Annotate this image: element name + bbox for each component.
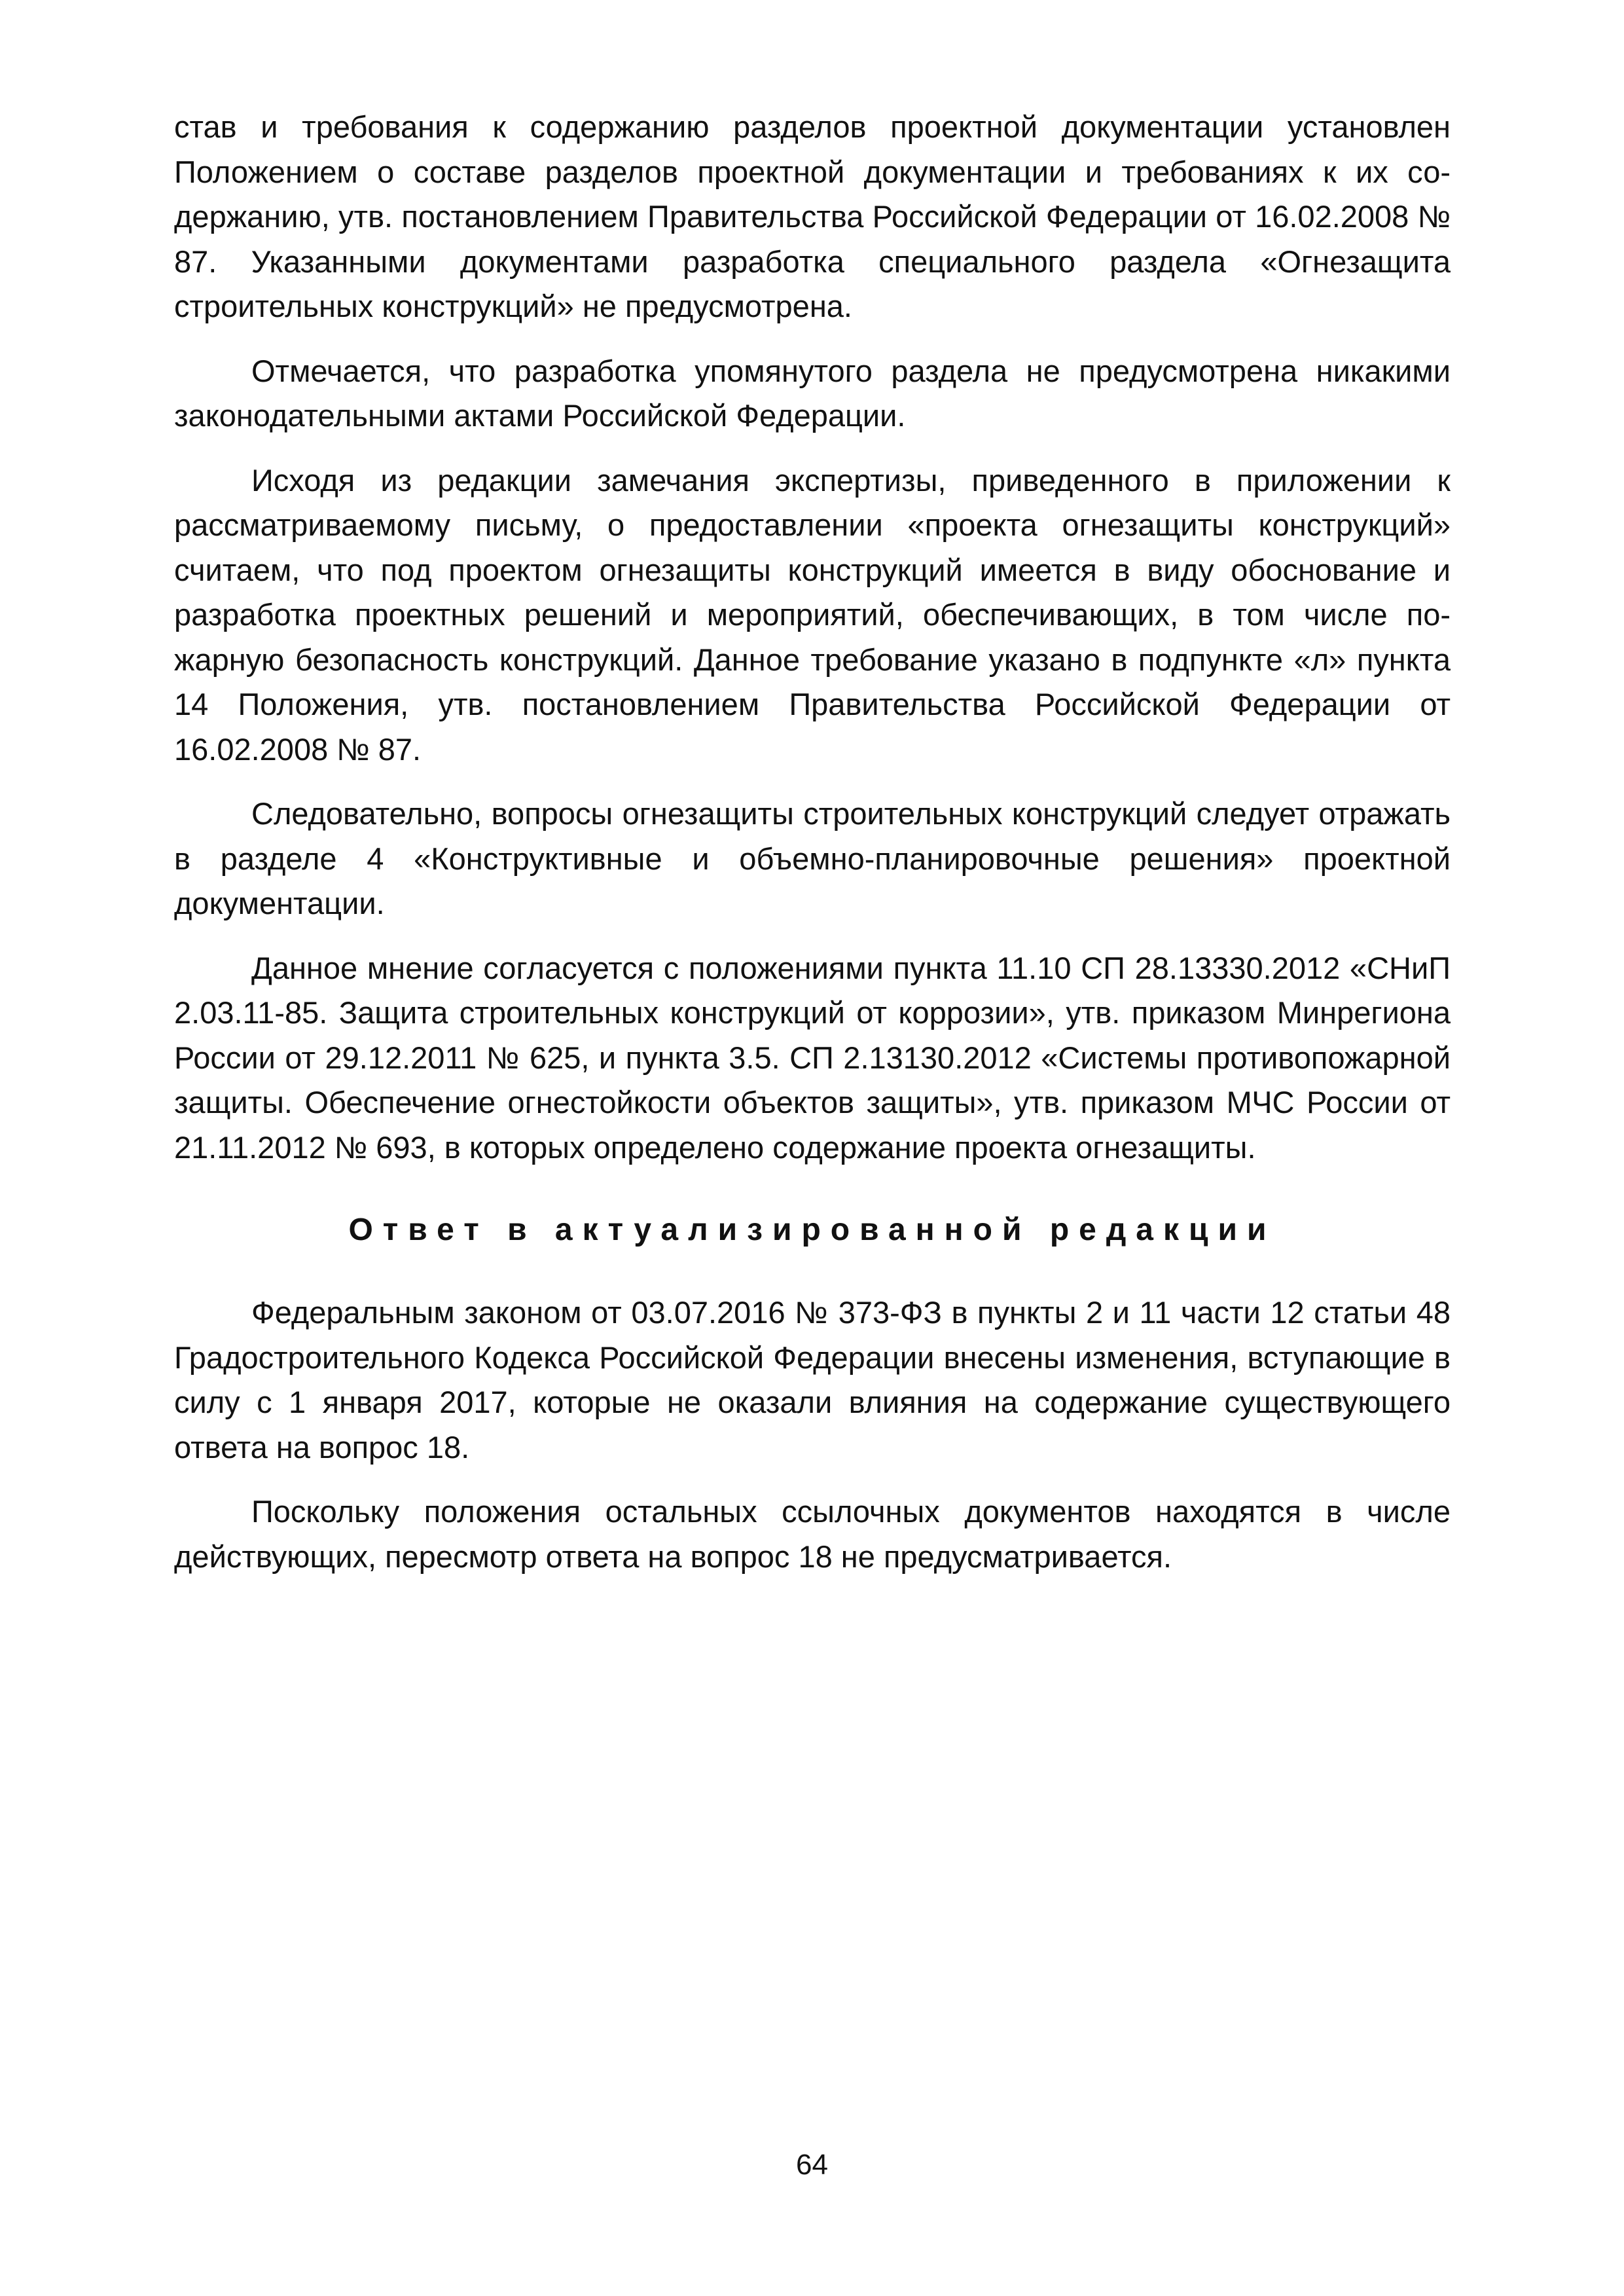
paragraph-continuation: став и требования к содержанию разделов проектной документации установлен Положением о составе разделов проектной документации и требованиях к их содержанию, утв. постановлением Правительства Российской Федерации от 16.02.2008 № 87. Указанными документами разработка специального раздела «Огнезащита строительных конструкций» не предусмотрена. <box>174 109 1451 323</box>
paragraph-expertise-remark: Исходя из редакции замечания экспертизы, приведенного в приложении к рассматриваемому письму, о предоставлении «проекта огнезащиты конструкций» считаем, что под проектом огнезащиты конструкций имеется в виду обоснование и разработка проектных решений и мероприятий, обеспечивающих, в том числе пожарную безопасность конструкций. Данное требование указано в подпункте «л» пункта 14 Положения, утв. постановлением Правительства Российской Федерации от 16.02.2008 № 87. <box>174 462 1451 767</box>
paragraph-section-4: Следовательно, вопросы огнезащиты строительных конструкций следует отражать в разделе 4 «Конструктивные и объемно-планировочные решения» проектной документации. <box>174 796 1451 920</box>
paragraph-no-legislation: Отмечается, что разработка упомянутого раздела не предусмотрена никакими законодательными актами Российской Федерации. <box>174 353 1451 433</box>
section-heading: Ответ в актуализированной редакции <box>348 1212 1276 1247</box>
paragraph-federal-law: Федеральным законом от 03.07.2016 № 373-ФЗ в пункты 2 и 11 части 12 статьи 48 Градостроительного Кодекса Российской Федерации внесены изменения, вступающие в силу с 1 января 2017, которые не оказали влияния на содержание существующего ответа на вопрос 18. <box>174 1295 1451 1465</box>
paragraph-no-revision: Поскольку положения остальных ссылочных документов находятся в числе действующих, пересмотр ответа на вопрос 18 не предусматривается. <box>174 1494 1451 1574</box>
document-body <box>174 105 1451 1599</box>
paragraph-opinion-sp: Данное мнение согласуется с положениями пункта 11.10 СП 28.13330.2012 «СНиП 2.03.11-85. Защита строительных конструкций от коррозии», утв. приказом Минрегиона России от 29.12.2011 № 625, и пункта 3.5. СП 2.13130.2012 «Системы противопожарной защиты. Обеспечение огнестойкости объектов защиты», утв. приказом МЧС России от 21.11.2012 № 693, в которых определено содержание проекта огнезащиты. <box>174 950 1451 1165</box>
page-number: 64 <box>796 2149 828 2181</box>
